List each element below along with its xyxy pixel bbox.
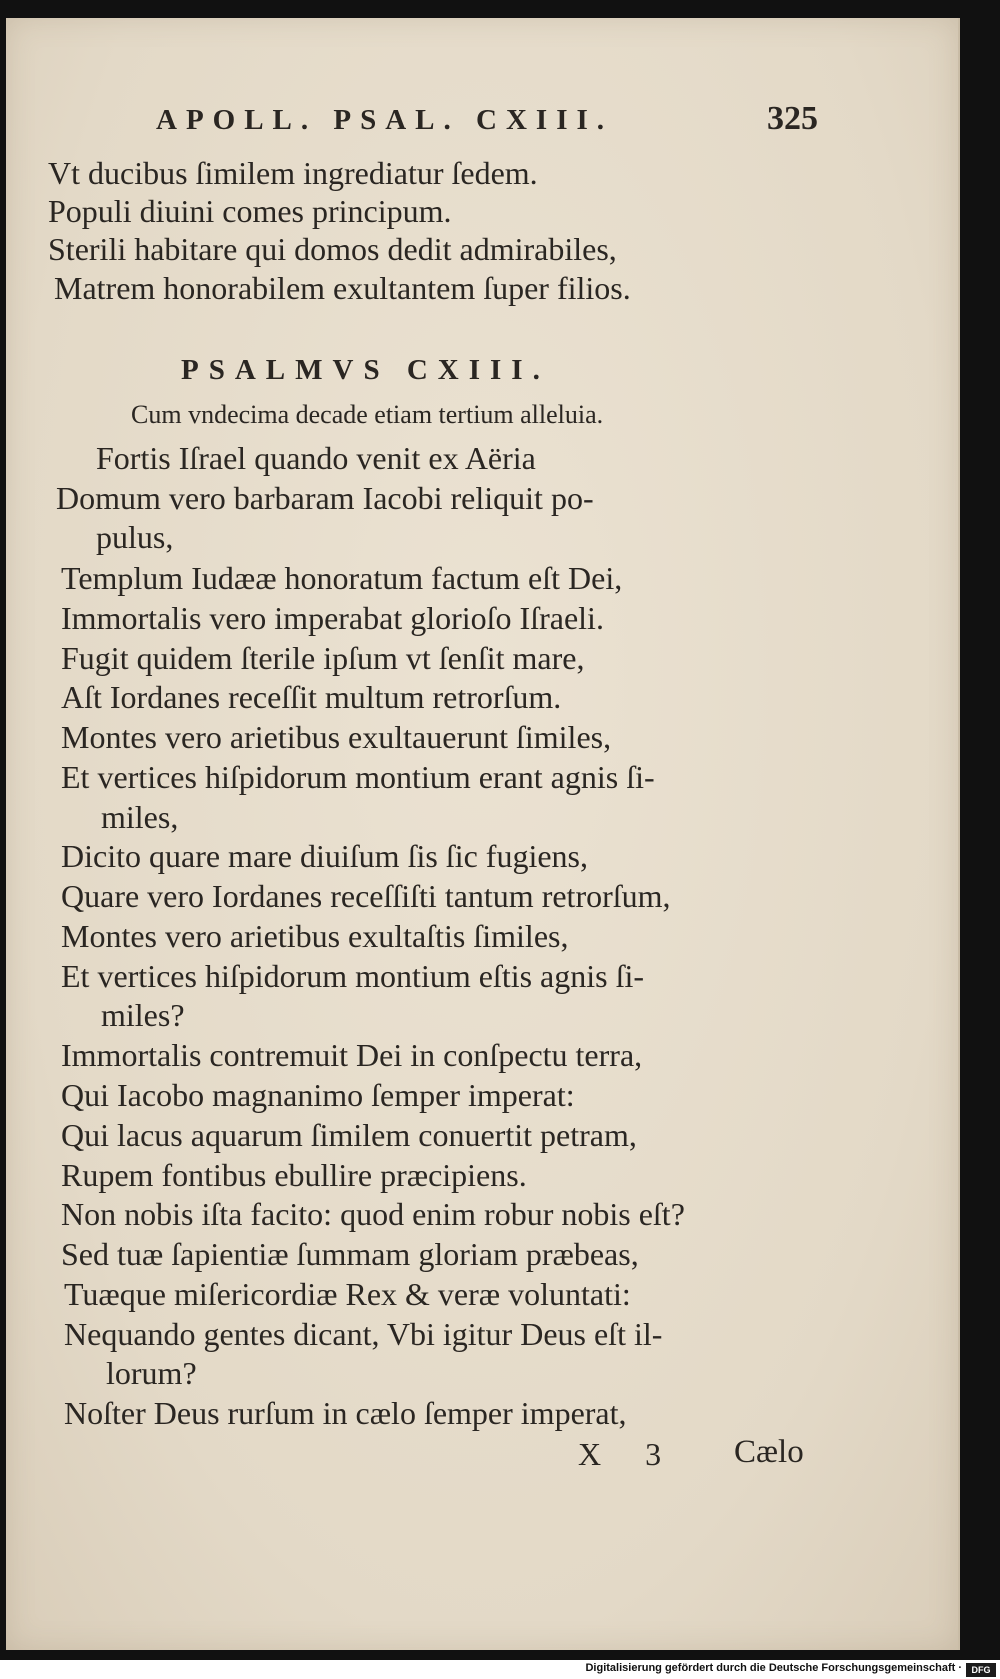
psalm-line: pulus, [96, 519, 174, 555]
psalm-line: Nequando gentes dicant, Vbi igitur Deus eſt il- [64, 1316, 663, 1352]
verse-line: Populi diuini comes principum. [48, 193, 452, 229]
psalm-line: Sed tuæ ſapientiæ ſummam gloriam præbeas, [61, 1236, 639, 1272]
signature-mark: X 3 [578, 1436, 680, 1472]
psalm-line: Aſt Iordanes receſſit multum retrorſum. [61, 679, 562, 715]
psalm-line: Immortalis vero imperabat glorioſo Iſraeli. [61, 600, 604, 636]
psalm-line: Fortis Iſrael quando venit ex Aëria [96, 440, 536, 476]
psalm-line: miles, [101, 799, 179, 835]
psalm-line: Et vertices hiſpidorum montium eſtis agnis ſi- [61, 958, 645, 994]
psalm-line: Domum vero barbaram Iacobi reliquit po- [56, 480, 594, 516]
psalm-line: Fugit quidem ſterile ipſum vt ſenſit mare, [61, 640, 585, 676]
running-head [156, 100, 818, 144]
book-page [6, 18, 960, 1650]
psalm-line: Qui Iacobo magnanimo ſemper imperat: [61, 1077, 575, 1113]
psalm-line: miles? [101, 997, 185, 1033]
verse-line: Vt ducibus ſimilem ingrediatur ſedem. [48, 155, 538, 191]
psalm-line: Noſter Deus rurſum in cælo ſemper imperat, [64, 1395, 627, 1431]
digitization-credit: Digitalisierung gefördert durch die Deutsche Forschungsgemeinschaft · [585, 1662, 962, 1674]
catchword: Cælo [734, 1434, 804, 1470]
psalm-line: Rupem fontibus ebullire præcipiens. [61, 1157, 527, 1193]
psalm-line: Quare vero Iordanes receſſiſti tantum retrorſum, [61, 878, 671, 914]
psalm-line: Montes vero arietibus exultaſtis ſimiles, [61, 918, 569, 954]
psalm-subheading: Cum vndecima decade etiam tertium alleluia. [131, 400, 604, 429]
psalm-line: Montes vero arietibus exultauerunt ſimiles, [61, 719, 612, 755]
psalm-heading: PSALMVS CXIII. [181, 354, 550, 386]
psalm-line: Dicito quare mare diuiſum ſis ſic fugiens, [61, 838, 588, 874]
psalm-line: Non nobis iſta facito: quod enim robur nobis eſt? [61, 1196, 685, 1232]
verse-line: Sterili habitare qui domos dedit admirabiles, [48, 231, 617, 267]
dfg-logo-icon: DFG [966, 1663, 996, 1677]
psalm-line: Tuæque miſericordiæ Rex & veræ voluntati: [64, 1276, 631, 1312]
page-number: 325 [767, 100, 818, 137]
running-head-title: APOLL. PSAL. CXIII. [156, 104, 614, 136]
psalm-line: Et vertices hiſpidorum montium erant agnis ſi- [61, 759, 655, 795]
psalm-line: Qui lacus aquarum ſimilem conuertit petram, [61, 1117, 637, 1153]
psalm-line: Templum Iudææ honoratum factum eſt Dei, [61, 560, 623, 596]
verse-line: Matrem honorabilem exultantem ſuper filios. [54, 270, 631, 306]
psalm-line: lorum? [106, 1355, 197, 1391]
psalm-line: Immortalis contremuit Dei in conſpectu terra, [61, 1037, 643, 1073]
